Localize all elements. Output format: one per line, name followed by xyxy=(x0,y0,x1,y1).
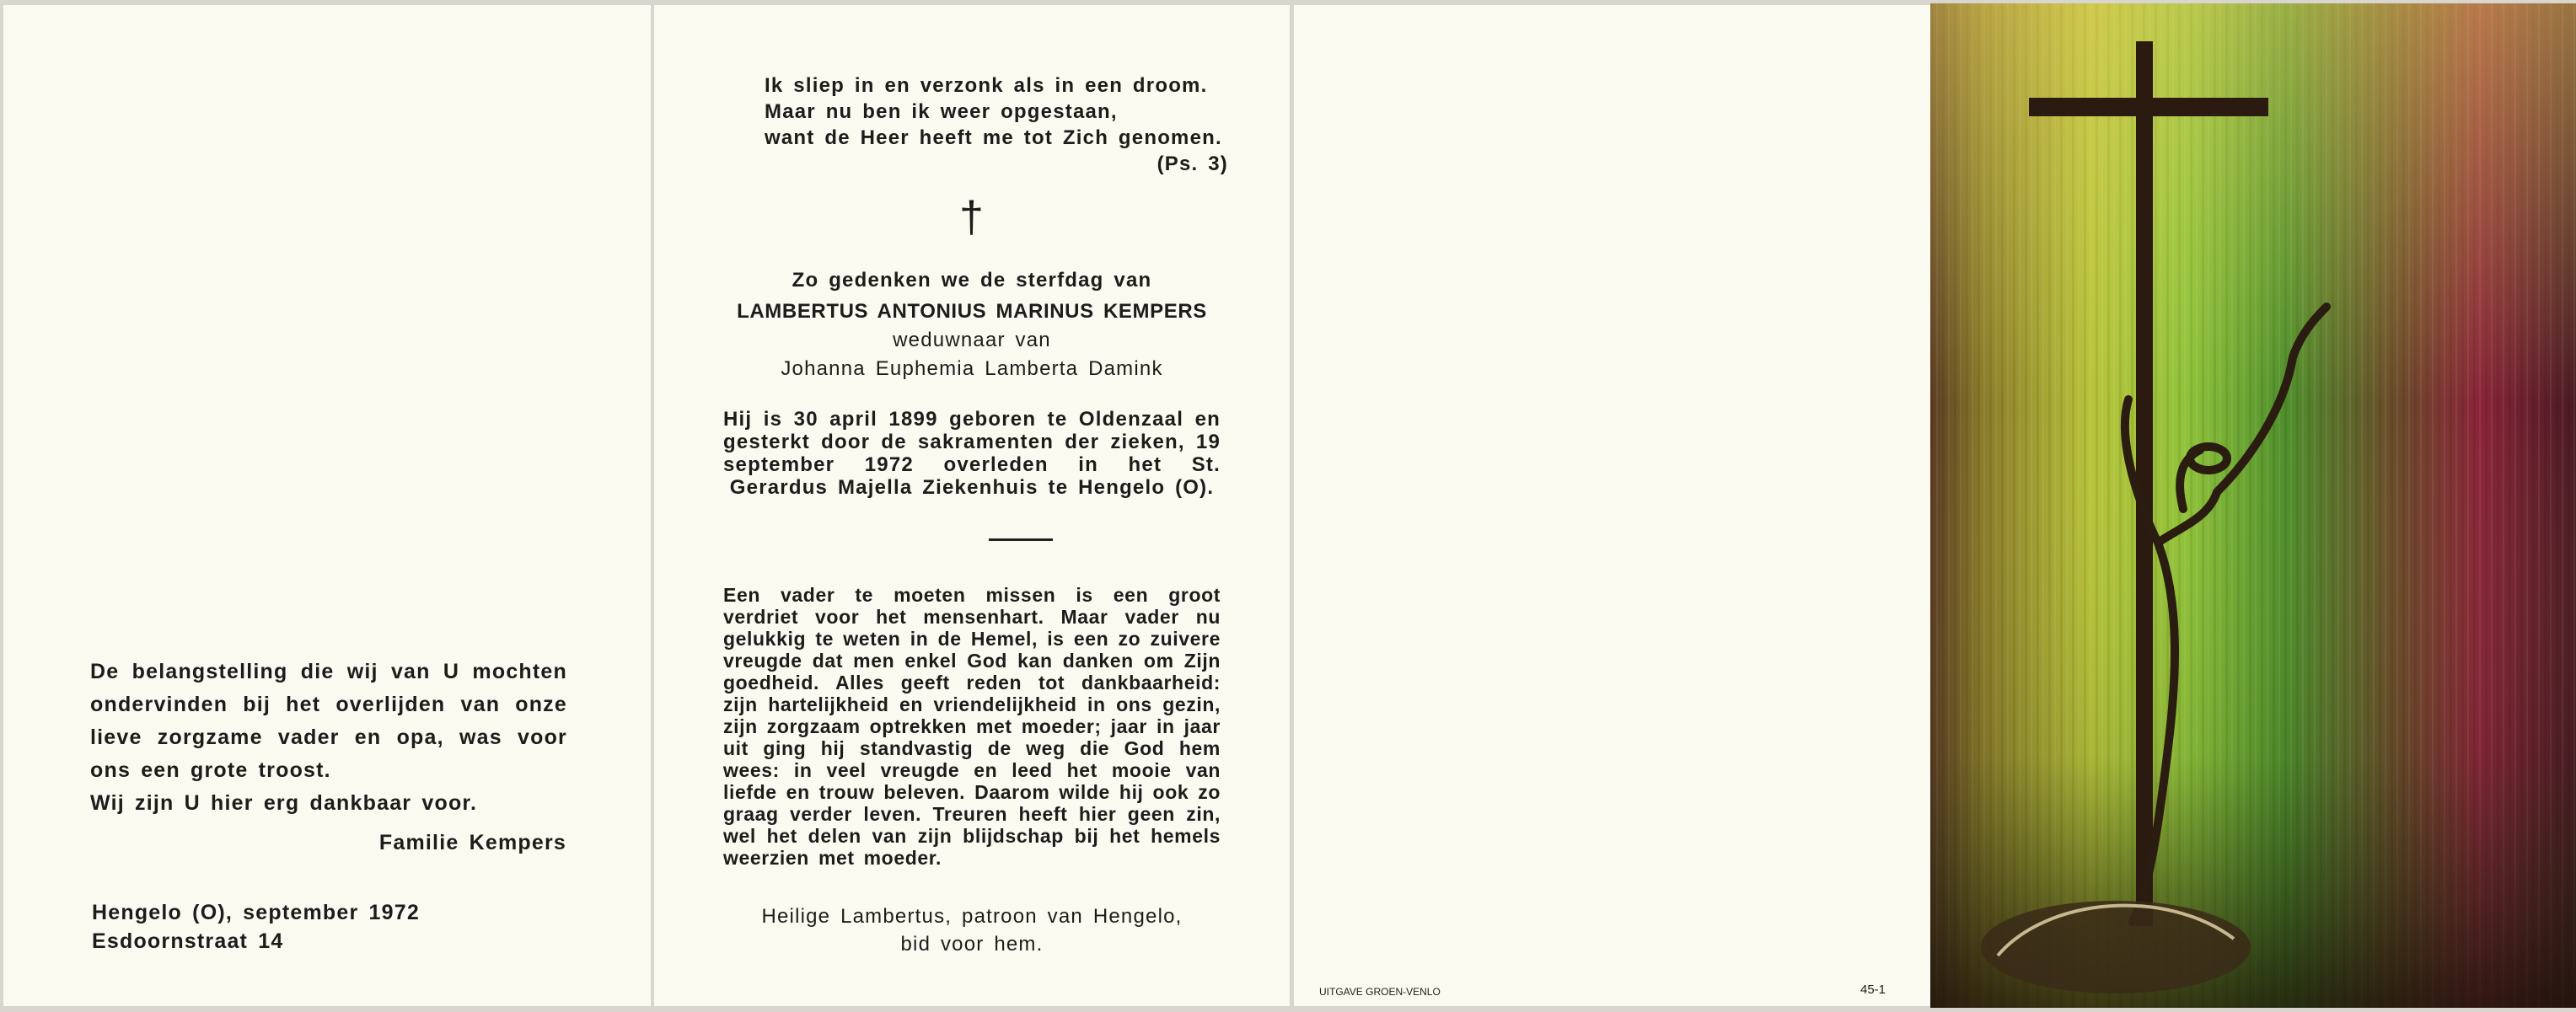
crucifix-painting xyxy=(1930,3,2576,1008)
place-date: Hengelo (O), september 1972 xyxy=(92,901,420,924)
cross-icon: † xyxy=(958,193,985,242)
widower-of: weduwnaar van xyxy=(893,329,1051,351)
left-card xyxy=(3,5,651,1006)
address: Esdoornstraat 14 xyxy=(92,929,284,953)
publisher-label: UITGAVE GROEN-VENLO xyxy=(1319,986,1441,998)
verse-line: want de Heer heeft me tot Zich genomen. xyxy=(765,126,1222,149)
middle-card xyxy=(654,5,1290,1006)
prayer-line: Heilige Lambertus, patroon van Hengelo, xyxy=(761,905,1183,928)
bio-text: Hij is 30 april 1899 geboren te Oldenzaal en gesterkt door de sakramenten der zieken, 19 september 1972 overleden in het St. Gerardus Majella Ziekenhuis te Hengelo (O). xyxy=(723,408,1221,499)
verse-reference: (Ps. 3) xyxy=(1157,153,1228,175)
back-card xyxy=(1294,5,1930,1006)
deceased-name: LAMBERTUS ANTONIUS MARINUS KEMPERS xyxy=(737,300,1207,323)
verse-line: Ik sliep in en verzonk als in een droom. xyxy=(765,74,1208,97)
card-number: 45-1 xyxy=(1860,983,1886,997)
intro-text: Zo gedenken we de sterfdag van xyxy=(792,269,1152,292)
signature: Familie Kempers xyxy=(378,831,566,854)
kneeling-figure xyxy=(1981,901,2251,993)
spouse-name: Johanna Euphemia Lamberta Damink xyxy=(781,357,1163,380)
reflection-text: Een vader te moeten missen is een groot verdriet voor het mensenhart. Maar vader nu gelukkig te weten in de Hemel, is een zo zuivere vreugde dat men enkel God kan danken om Zijn goedheid. Alles geeft reden tot dankbaarheid: zijn hartelijkheid en vriendelijkheid in ons gezin, zijn zorgzaam optrekken met moeder; jaar in jaar uit ging hij standvastig de weg die God hem wees: in veel vreugde en leed het mooie van liefde en trouw beleven. Daarom wilde hij ook zo graag verder leven. Treuren heeft hier geen zin, wel het delen van zijn blijdschap bij het hemels weerzien met moeder. xyxy=(723,584,1221,869)
thanks-text xyxy=(90,656,567,820)
verse-line: Maar nu ben ik weer opgestaan, xyxy=(765,100,1118,123)
prayer-line: bid voor hem. xyxy=(900,933,1044,956)
divider xyxy=(989,538,1053,541)
painting-image xyxy=(1930,3,2576,1008)
thanks-closing: Wij zijn U hier erg dankbaar voor. xyxy=(90,791,478,815)
verse xyxy=(765,72,1228,177)
thanks-paragraph: De belangstelling die wij van U mochten ondervinden bij het overlijden van onze lieve zorgzame vader en opa, was voor ons een grote troost. xyxy=(90,660,567,782)
